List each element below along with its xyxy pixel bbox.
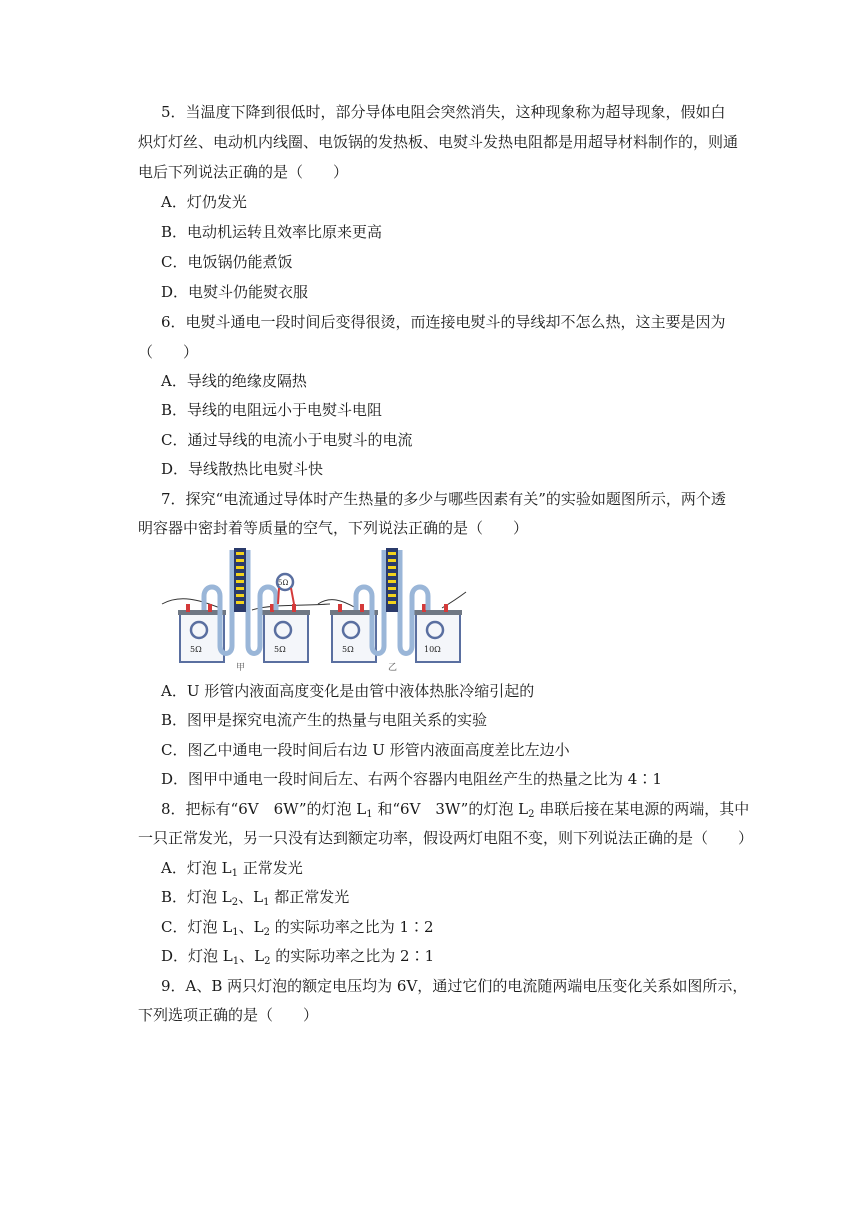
q7-option-d: D．图甲中通电一段时间后左、右两个容器内电阻丝产生的热量之比为 4∶1 bbox=[161, 770, 662, 788]
q5-line-2: 炽灯灯丝、电动机内线圈、电饭锅的发热板、电熨斗发热电阻都是用超导材料制作的，则通 bbox=[138, 133, 739, 151]
q8-option-d: D．灯泡 $L_1$、$L_2$ 的实际功率之比为 2∶1 bbox=[161, 947, 435, 967]
q9-line-2: 下列选项正确的是（ ） bbox=[138, 1006, 319, 1024]
q5-option-d: D．电熨斗仍能熨衣服 bbox=[161, 283, 309, 301]
wire-right-1 bbox=[318, 600, 356, 608]
right-box2-label: 10Ω bbox=[424, 645, 441, 654]
q6-option-c: C．通过导线的电流小于电熨斗的电流 bbox=[161, 431, 413, 449]
figure-label-jia: 甲 bbox=[236, 663, 246, 673]
q5-option-a: A．灯仍发光 bbox=[161, 193, 247, 211]
q8-option-b: B．灯泡 $L_2$、$L_1$ 都正常发光 bbox=[161, 888, 350, 908]
q6-option-a: A．导线的绝缘皮隔热 bbox=[161, 372, 307, 390]
left-container-2-lid bbox=[262, 610, 310, 615]
q5-option-c: C．电饭锅仍能煮饭 bbox=[161, 253, 293, 271]
q9-line-1: 9．A、B 两只灯泡的额定电压均为 6V，通过它们的电流随两端电压变化关系如图所示， bbox=[161, 977, 748, 995]
left-box1-label: 5Ω bbox=[190, 645, 202, 654]
q8-line-2: 一只正常发光，另一只没有达到额定功率，假设两灯电阻不变，则下列说法正确的是（ ） bbox=[138, 829, 754, 847]
q6-line-1: 6．电熨斗通电一段时间后变得很烫，而连接电熨斗的导线却不怎么热，这主要是因为 bbox=[161, 313, 726, 331]
q7-line-2: 明容器中密封着等质量的空气，下列说法正确的是（ ） bbox=[138, 519, 529, 537]
q7-option-b: B．图甲是探究电流产生的热量与电阻关系的实验 bbox=[161, 711, 488, 729]
q6-option-d: D．导线散热比电熨斗快 bbox=[161, 460, 324, 478]
q8-option-c: C．灯泡 $L_1$、$L_2$ 的实际功率之比为 1∶2 bbox=[161, 918, 434, 938]
wire-left-2 bbox=[252, 604, 330, 610]
figure-label-yi: 乙 bbox=[388, 663, 398, 673]
q5-line-3: 电后下列说法正确的是（ ） bbox=[138, 163, 349, 181]
q8-line-1: 8．把标有“6V 6W”的灯泡 $L_1$ 和“6V 3W”的灯泡 $L_2$ 串联后接在某电源的两端，其中 bbox=[161, 800, 750, 820]
left-outer-label: 5Ω bbox=[278, 579, 289, 587]
right-box1-label: 5Ω bbox=[342, 645, 354, 654]
q6-option-b: B．导线的电阻远小于电熨斗电阻 bbox=[161, 401, 383, 419]
q8-option-a: A．灯泡 $L_1$ 正常发光 bbox=[161, 859, 303, 879]
left-box2-label: 5Ω bbox=[274, 645, 286, 654]
q7-experiment-figure bbox=[160, 544, 472, 674]
q6-line-2: （ ） bbox=[138, 343, 199, 361]
q5-line-1: 5．当温度下降到很低时，部分导体电阻会突然消失，这种现象称为超导现象，假如白 bbox=[161, 103, 726, 121]
q7-line-1: 7．探究“电流通过导体时产生热量的多少与哪些因素有关”的实验如题图所示，两个透 bbox=[161, 490, 726, 508]
q7-option-c: C．图乙中通电一段时间后右边 U 形管内液面高度差比左边小 bbox=[161, 741, 570, 759]
q5-option-b: B．电动机运转且效率比原来更高 bbox=[161, 223, 383, 241]
q7-option-a: A．U 形管内液面高度变化是由管中液体热胀冷缩引起的 bbox=[161, 682, 535, 700]
